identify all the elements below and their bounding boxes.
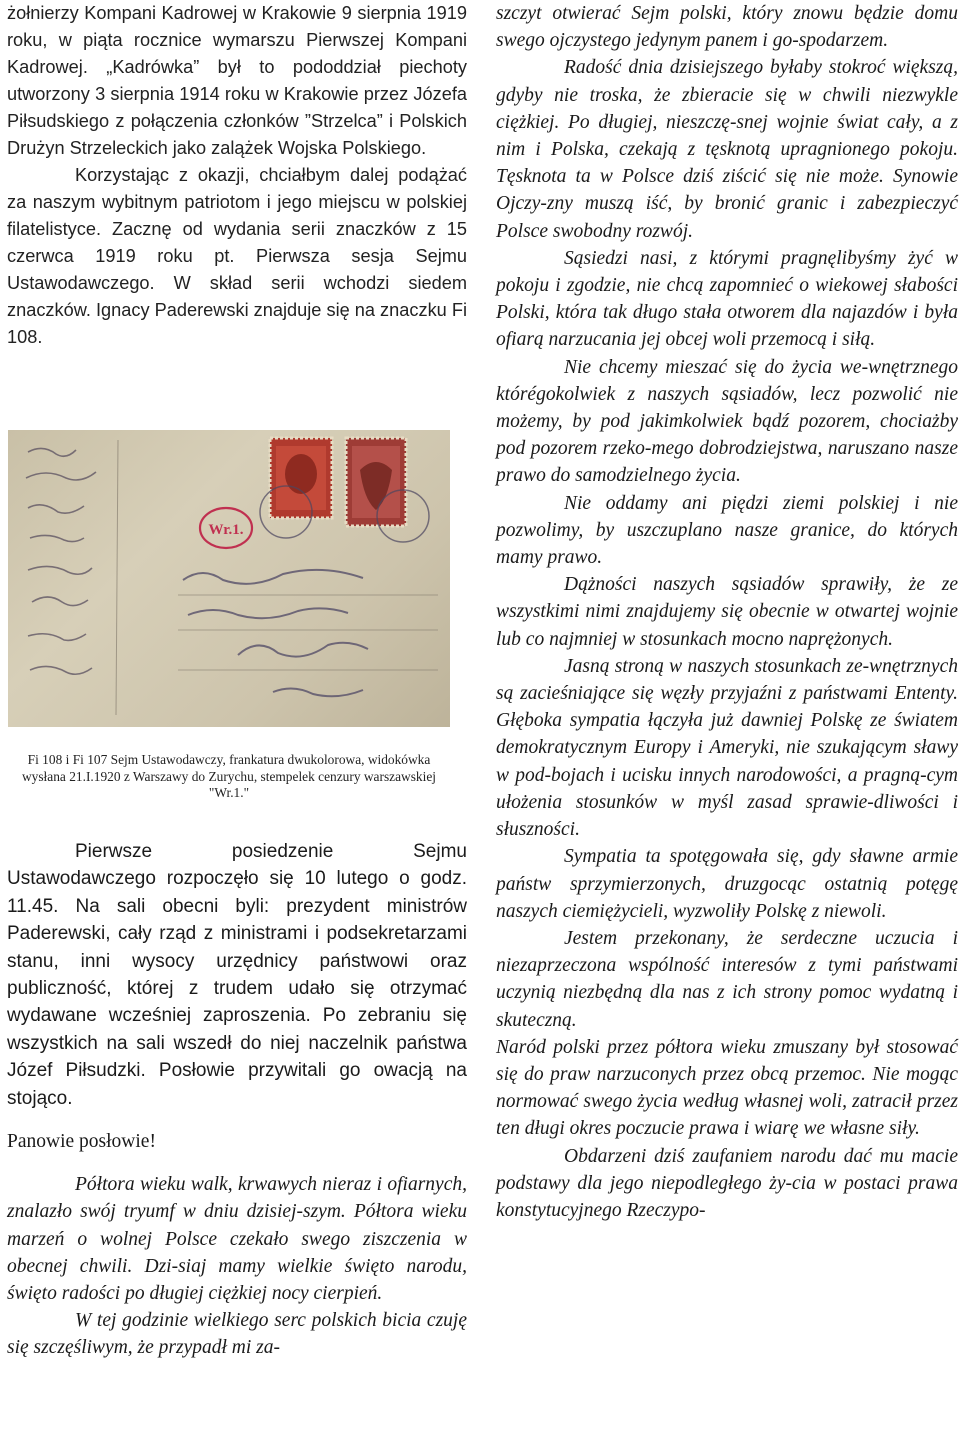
sejm-session-paragraph: Pierwsze posiedzenie Sejmu Ustawodawczego rozpoczęło się 10 lutego o godz. 11.45. Na sali obecni byli: prezydent ministrów Paderewski, cały rząd z ministrami i podsekretarzami stanu, inni wysocy urzędnicy państwowi oraz publiczność, której z trudem udało się otrzymać wydawane wcześniej zaproszenia. Po zebraniu się wszystkich na sali wszedł do niej naczelnik państwa Józef Piłsudzki. Posłowie przywitali go owacją na stojąco.: [7, 841, 467, 1109]
censor-stamp-text: Wr.1.: [208, 522, 244, 538]
speech-paragraph-5: Sąsiedzi nasi, z którymi pragnęlibyśmy żyć w pokoju i zgodzie, nie chcą zapomnieć o wiekowej słabości Polski, która tak długo stała otworem dla najazdów i była ofiarą narzucania jej obcej woli przemocą i siłą.: [496, 247, 958, 351]
speech-paragraph-1: Półtora wieku walk, krwawych nieraz i ofiarnych, znalazło swój tryumf w dniu dzisiej-szym. Półtora wieku marzeń o wolnej Polsce czekało swego ziszczenia w obecnej chwili. Dzi-siaj mamy wielkie święto narodu, święto radości po długiej ciężkiej nocy cierpień.: [7, 1174, 467, 1305]
speech-paragraph-6: Nie chcemy mieszać się do życia we-wnętrznego którégokolwiek z naszych sąsiadów, lecz pozwolić nie możemy, by pod jakimkolwiek bądź pozorem, chociażby pod pozorem rzeko-mego dobrodziejstwa, naruszano nasze prawo do samodzielnego życia.: [496, 356, 958, 487]
speech-paragraph-11: Jestem przekonany, że serdeczne uczucia i niezaprzeczona wspólność interesów z tymi państwami uczynią niezbędną dla nas z ich strony pomoc wydatną i skuteczną.: [496, 927, 958, 1031]
speech-paragraph-10: Sympatia ta spotęgowała się, gdy sławne armie państw sprzymierzonych, druzgocąc ostatnią potęgę naszych ciemiężycieli, wyzwoliły Polskę z niewoli.: [496, 846, 958, 922]
left-column-lower: [7, 838, 467, 1362]
stamp-fi108: [270, 438, 332, 518]
postcard-image: [8, 430, 450, 727]
speech-paragraph-4: Radość dnia dzisiejszego byłaby stokroć większą, gdyby nie troska, że zbieracie się w chwili niezwykle ciężkiej. Po długiej, nieszczę-snej wojnie świat cały, a z nim i Polska, czekają z tęsknotą upragnionego pokoju. Tęsknota ta w Polsce dziś ziścić się nie może. Synowie Ojczy-zny muszą iść, by bronić granic i zabezpieczyć Polsce swobodny rozwój.: [496, 57, 958, 242]
stamp-fi107: [346, 438, 406, 526]
censor-stamp: [200, 508, 252, 548]
salutation: Panowie posłowie!: [7, 1131, 156, 1153]
postcard-illustration: [8, 430, 450, 727]
speech-paragraph-12: Naród polski przez półtora wieku zmuszany był stosować się do praw narzuconych przez obcą przemoc. Nie mogąc normować swego życia według własnej woli, zatracił przez ten długi okres poczucie prawa i wiarę we własne siły.: [496, 1036, 958, 1140]
speech-paragraph-8: Dążności naszych sąsiadów sprawiły, że ze wszystkimi nimi znajdujemy się obecnie w otwartej wojnie lub co najmniej w stosunkach mocno naprężonych.: [496, 574, 958, 650]
speech-paragraph-13: Obdarzeni dziś zaufaniem narodu dać mu macie podstawy dla jego niepodległego ży-cia w postaci prawa konstytucyjnego Rzeczypo-: [496, 1145, 958, 1221]
speech-paragraph-3: szczyt otwierać Sejm polski, który znowu będzie domu swego ojczystego jedynym panem i go-spodarzem.: [496, 3, 958, 52]
intro-paragraph: żołnierzy Kompani Kadrowej w Krakowie 9 sierpnia 1919 roku, w piąta rocznice wymarszu Pierwszej Kompani Kadrowej. „Kadrówka” był to pododdział piechoty utworzony 3 sierpnia 1914 roku w Krakowie przez Józefa Piłsudskiego z połączenia członków ”Strzelca” i Polskich Drużyn Strzeleckich jako zalążek Wojska Polskiego.: [7, 3, 467, 158]
speech-paragraph-7: Nie oddamy ani piędzi ziemi polskiej i nie pozwolimy, by uszczuplano nasze granice, do których mamy prawo.: [496, 492, 958, 569]
philately-paragraph: Korzystając z okazji, chciałbym dalej podążać za naszym wybitnym patriotom i jego miejscu w polskiej filatelistyce. Zacznę od wydania serii znaczków z 15 czerwca 1919 roku pt. Pierwsza sesja Sejmu Ustawodawczego. W skład serii wchodzi siedem znaczków. Ignacy Paderewski znajduje się na znaczku Fi 108.: [7, 165, 467, 347]
speech-paragraph-2: W tej godzinie wielkiego serc polskich bicia czuję się szczęśliwym, że przypadł mi za-: [7, 1310, 467, 1359]
speech-paragraph-9: Jasną stroną w naszych stosunkach ze-wnętrznych są zacieśniające się węzły przyjaźni z państwami Ententy. Głęboka sympatia łączyła już dawniej Polskę ze światem demokratycznym Europy i Ameryki, nie szukającym sławy w pod-bojach i ucisku innych narodowości, a pragną-cym ułożenia stosunków w myśl zasad sprawie-dliwości i słuszności.: [496, 655, 958, 841]
right-column: [496, 0, 958, 1224]
postcard-caption: Fi 108 i Fi 107 Sejm Ustawodawczy, frankatura dwukolorowa, widokówka wysłana 21.I.1920 z Warszawy do Zurychu, stempelek cenzury warszawskiej "Wr.1.": [21, 752, 437, 800]
left-column: [7, 0, 467, 351]
